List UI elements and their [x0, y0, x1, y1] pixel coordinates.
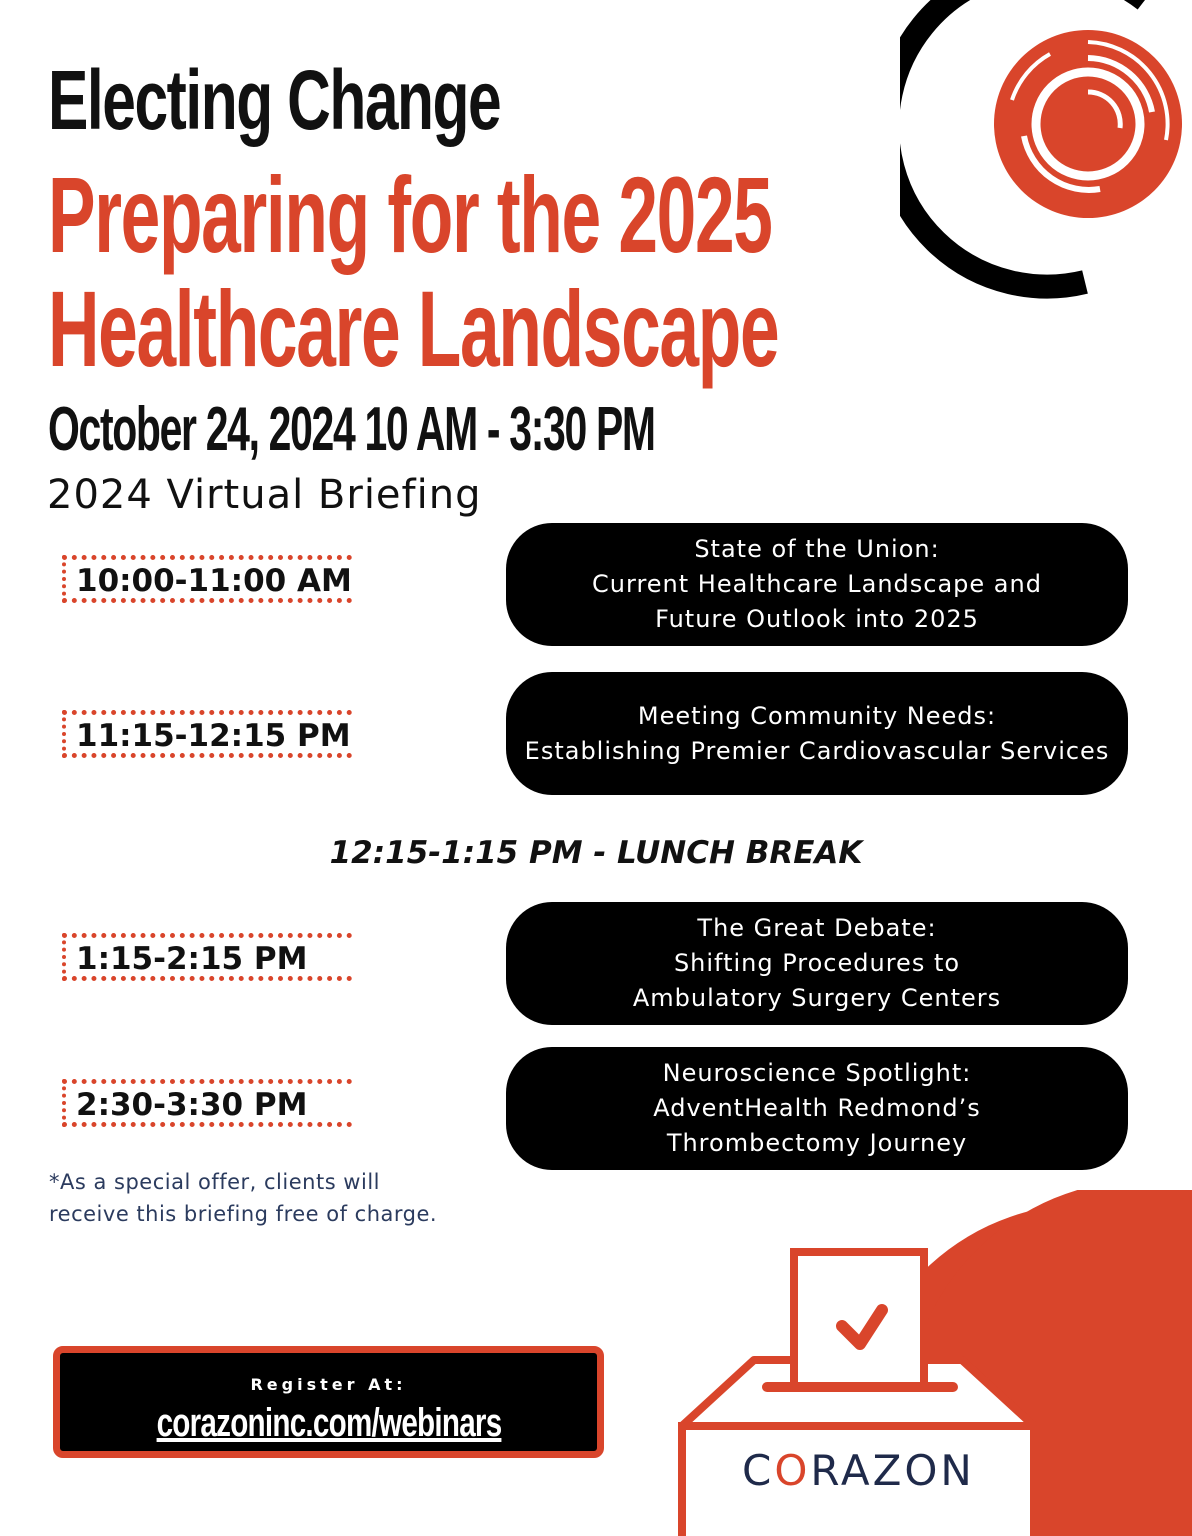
subtitle-line-1: Preparing for the 2025 — [48, 154, 772, 275]
note-line-1: *As a special offer, clients will — [49, 1170, 380, 1194]
time-slot-2 — [62, 710, 352, 758]
time-slot-label: 10:00-11:00 AM — [76, 563, 352, 599]
event-date-time: October 24, 2024 10 AM - 3:30 PM — [48, 395, 655, 464]
subtitle-line-2: Healthcare Landscape — [48, 268, 779, 389]
time-slot-3 — [62, 933, 352, 981]
brand-logo-text: CORAZON — [742, 1446, 975, 1495]
session-line: Establishing Premier Cardiovascular Services — [524, 736, 1110, 765]
session-line: AdventHealth Redmond’s — [653, 1094, 981, 1122]
register-box — [53, 1346, 604, 1458]
page-title: Electing Change — [48, 53, 501, 147]
time-slot-label: 2:30-3:30 PM — [76, 1087, 308, 1123]
session-card-3 — [506, 902, 1128, 1025]
session-line: The Great Debate: — [697, 914, 937, 942]
lunch-break: 12:15-1:15 PM - LUNCH BREAK — [329, 835, 863, 871]
event-type: 2024 Virtual Briefing — [47, 472, 482, 518]
session-line: Neuroscience Spotlight: — [662, 1059, 972, 1087]
session-card-2 — [506, 672, 1128, 795]
session-line: Thrombectomy Journey — [666, 1129, 968, 1157]
time-slot-label: 1:15-2:15 PM — [76, 941, 308, 977]
session-line: Future Outlook into 2025 — [655, 605, 979, 633]
session-line: Meeting Community Needs: — [637, 701, 997, 730]
register-label: Register At: — [250, 1375, 407, 1394]
time-slot-4 — [62, 1079, 352, 1127]
note-line-2: receive this briefing free of charge. — [49, 1202, 438, 1226]
special-offer-note — [49, 1166, 437, 1230]
spiral-logo-icon — [900, 0, 1192, 300]
time-slot-1 — [62, 555, 352, 603]
session-card-4 — [506, 1047, 1128, 1170]
session-card-1 — [506, 523, 1128, 646]
session-line: Current Healthcare Landscape and — [592, 570, 1042, 598]
session-line: Shifting Procedures to — [673, 949, 961, 977]
register-link[interactable]: corazoninc.com/webinars — [156, 1401, 501, 1445]
session-line: Ambulatory Surgery Centers — [632, 984, 1002, 1012]
session-line: State of the Union: — [694, 535, 940, 563]
time-slot-label: 11:15-12:15 PM — [76, 718, 351, 754]
